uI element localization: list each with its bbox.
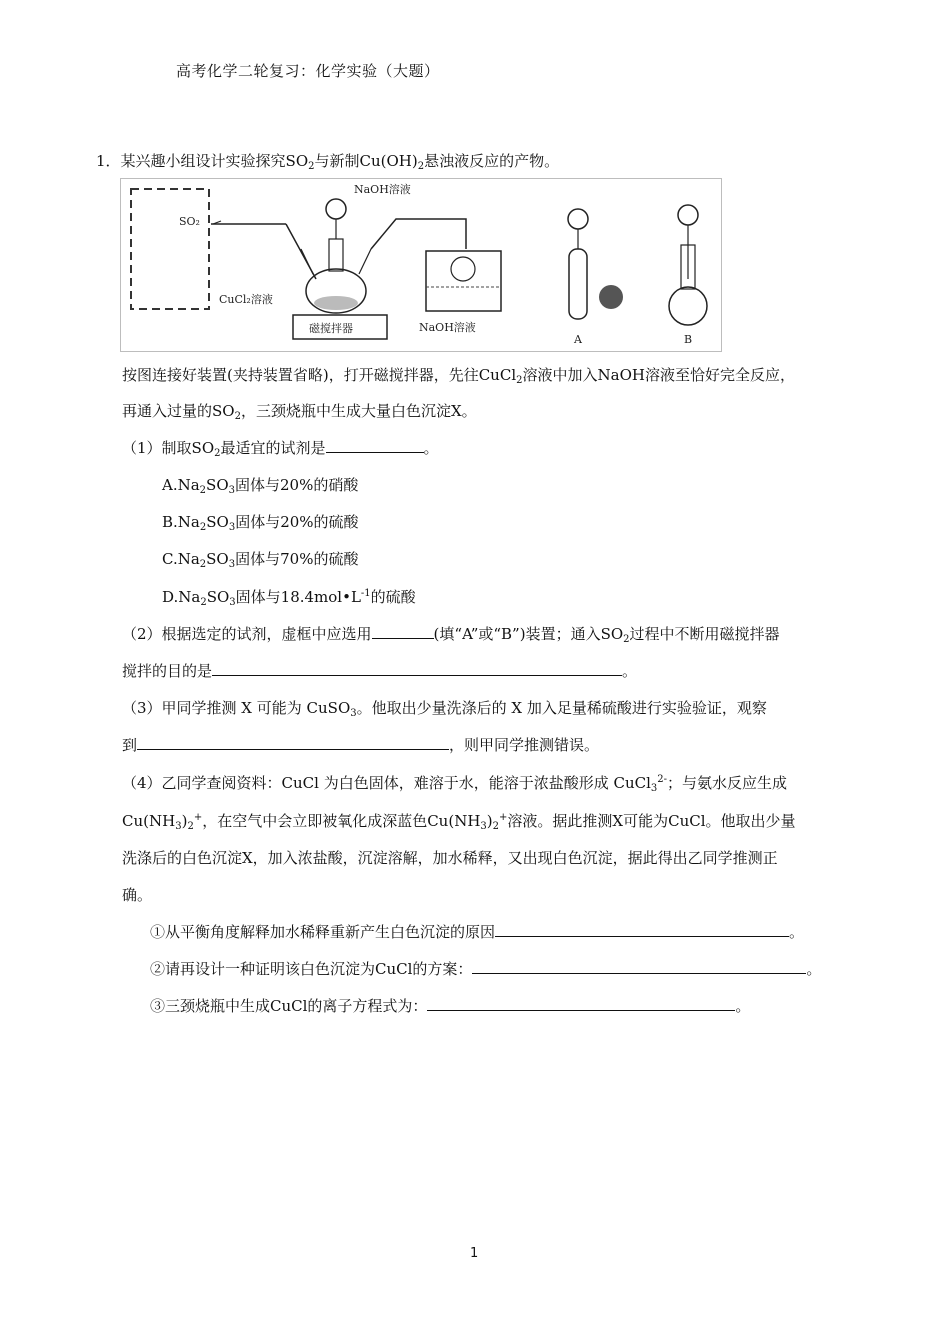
- text: 。: [735, 997, 751, 1015]
- text: 过程中不断用磁搅拌器: [629, 625, 780, 643]
- text: ，三颈烧瓶中生成大量白色沉淀X。: [240, 402, 477, 420]
- flask-center-neck: [329, 239, 343, 271]
- option-d: [162, 586, 416, 608]
- subscript: 3: [650, 783, 658, 794]
- text: A.Na: [162, 476, 200, 494]
- text: 按图连接好装置(夹持装置省略)，打开磁搅拌器，先往CuCl: [122, 366, 517, 384]
- part-4-line-3: 洗涤后的白色沉淀X，加入浓盐酸，沉淀溶解，加水稀释，又出现白色沉淀，据此得出乙同学推测正: [122, 849, 778, 867]
- subscript: 2: [234, 411, 241, 422]
- stem-text: 与新制Cu(OH): [314, 152, 418, 170]
- text: ，则甲同学推测错误。: [449, 736, 600, 754]
- subscript: 2: [623, 634, 630, 645]
- option-b: [162, 511, 359, 533]
- part-4-line-1: [122, 772, 787, 794]
- text: ③三颈烧瓶中生成CuCl的离子方程式为：: [150, 997, 428, 1015]
- subscript: 2: [199, 485, 207, 496]
- option-c: [162, 548, 358, 570]
- text: 固体与18.4mol•L: [235, 588, 361, 606]
- part-4-line-4: 确。: [122, 886, 153, 904]
- intro-line-2: [122, 400, 477, 422]
- subscript: 2: [199, 559, 207, 570]
- cucl2-label: CuCl₂溶液: [219, 293, 273, 306]
- text: 溶液中加入NaOH溶液至恰好完全反应，: [522, 366, 795, 384]
- dashed-box: [131, 189, 209, 309]
- so2-label: SO₂: [179, 215, 200, 228]
- naoh-beaker-label: NaOH溶液: [419, 321, 476, 334]
- outlet-tube: [371, 219, 456, 249]
- subscript: 3: [350, 708, 357, 719]
- text: 。: [622, 662, 638, 680]
- inverted-funnel: [451, 257, 475, 281]
- apparatus-b-flask: [669, 287, 707, 325]
- apparatus-figure: [120, 178, 722, 352]
- subscript: 2: [417, 161, 425, 172]
- superscript: +: [193, 812, 203, 823]
- text: ②请再设计一种证明该白色沉淀为CuCl的方案：: [150, 960, 473, 978]
- subscript: 3: [228, 522, 236, 533]
- part-2-line-1: [122, 623, 780, 645]
- text: SO: [206, 588, 230, 606]
- subscript: 2: [308, 161, 315, 172]
- part-1-question: [122, 437, 439, 459]
- subscript: 2: [187, 821, 194, 832]
- superscript: -1: [360, 588, 371, 599]
- text: SO: [206, 513, 229, 531]
- answer-blank[interactable]: [495, 922, 789, 937]
- text: Cu(NH: [122, 812, 176, 830]
- answer-blank[interactable]: [427, 996, 735, 1011]
- stem-text: 悬浊液反应的产物。: [424, 152, 560, 170]
- stirrer-label: 磁搅拌器: [309, 322, 353, 335]
- text: 固体与70%的硫酸: [235, 550, 359, 568]
- flask-right-neck: [359, 249, 371, 274]
- text: （3）甲同学推测 X 可能为 CuSO: [122, 699, 351, 717]
- sub-question-1: [150, 921, 804, 943]
- apparatus-a-funnel: [568, 209, 588, 229]
- text: 最适宜的试剂是: [220, 439, 326, 457]
- naoh-top-label: NaOH溶液: [354, 183, 411, 196]
- answer-blank[interactable]: [472, 959, 806, 974]
- option-a: [162, 474, 358, 496]
- part-2-line-2: [122, 660, 637, 682]
- text: ；与氨水反应生成: [667, 774, 788, 792]
- flask-left-neck: [301, 249, 313, 274]
- superscript: 2-: [657, 774, 668, 785]
- text: (填“A”或“B”)装置；通入SO: [433, 625, 624, 643]
- precipitate: [314, 296, 358, 310]
- apparatus-a-solid: [599, 285, 623, 309]
- text: 。他取出少量洗涤后的 X 加入足量稀硫酸进行实验验证，观察: [356, 699, 767, 717]
- intro-line-1: [122, 364, 795, 386]
- text: C.Na: [162, 550, 200, 568]
- stem-text: 某兴趣小组设计实验探究SO: [120, 152, 309, 170]
- subscript: 2: [199, 522, 207, 533]
- subscript: 2: [492, 821, 500, 832]
- dropping-funnel: [326, 199, 346, 219]
- answer-blank[interactable]: [137, 735, 449, 750]
- text: 。: [423, 439, 439, 457]
- page-number: 1: [470, 1246, 479, 1261]
- subscript: 2: [516, 375, 523, 386]
- text: B.Na: [162, 513, 200, 531]
- text: SO: [206, 476, 229, 494]
- label-a: A: [574, 333, 582, 346]
- text: ，在空气中会立即被氧化成深蓝色Cu(NH: [202, 812, 481, 830]
- text: 搅拌的目的是: [122, 662, 213, 680]
- part-3-line-2: [122, 734, 599, 756]
- label-b: B: [684, 333, 693, 346]
- subscript: 3: [480, 821, 487, 832]
- apparatus-diagram: [121, 179, 721, 351]
- question-number: 1．: [96, 152, 121, 170]
- part-4-line-2: [122, 810, 796, 832]
- sub-question-2: [150, 958, 821, 980]
- text: （1）制取SO: [122, 439, 215, 457]
- text: D.Na: [162, 588, 201, 606]
- apparatus-a-tube: [569, 249, 587, 319]
- text: ): [181, 812, 188, 830]
- subscript: 2: [214, 448, 221, 459]
- subscript: 3: [228, 559, 236, 570]
- sub-question-3: [150, 995, 750, 1017]
- text: 固体与20%的硫酸: [235, 513, 359, 531]
- page-header: 高考化学二轮复习：化学实验（大题）: [176, 62, 440, 80]
- apparatus-b-funnel: [678, 205, 698, 225]
- answer-blank[interactable]: [372, 624, 434, 639]
- subscript: 3: [229, 597, 236, 608]
- part-3-line-1: [122, 697, 767, 719]
- subscript: 2: [200, 597, 207, 608]
- text: 的硫酸: [370, 588, 416, 606]
- text: 溶液。据此推测X可能为CuCl。他取出少量: [507, 812, 796, 830]
- text: 。: [806, 960, 822, 978]
- text: SO: [206, 550, 229, 568]
- text: （2）根据选定的试剂，虚框中应选用: [122, 625, 372, 643]
- text: （4）乙同学查阅资料：CuCl 为白色固体，难溶于水，能溶于浓盐酸形成 CuCl: [122, 774, 651, 792]
- question-1-stem: [96, 150, 559, 172]
- subscript: 3: [228, 485, 235, 496]
- answer-blank[interactable]: [326, 438, 424, 453]
- text: 再通入过量的SO: [122, 402, 235, 420]
- text: 。: [789, 923, 805, 941]
- answer-blank[interactable]: [212, 661, 622, 676]
- text: 到: [122, 736, 138, 754]
- superscript: +: [499, 812, 508, 823]
- outlet-tube-down: [456, 219, 466, 249]
- text: ①从平衡角度解释加水稀释重新产生白色沉淀的原因: [150, 923, 496, 941]
- text: 固体与20%的硝酸: [235, 476, 359, 494]
- subscript: 3: [175, 821, 182, 832]
- text: ): [486, 812, 493, 830]
